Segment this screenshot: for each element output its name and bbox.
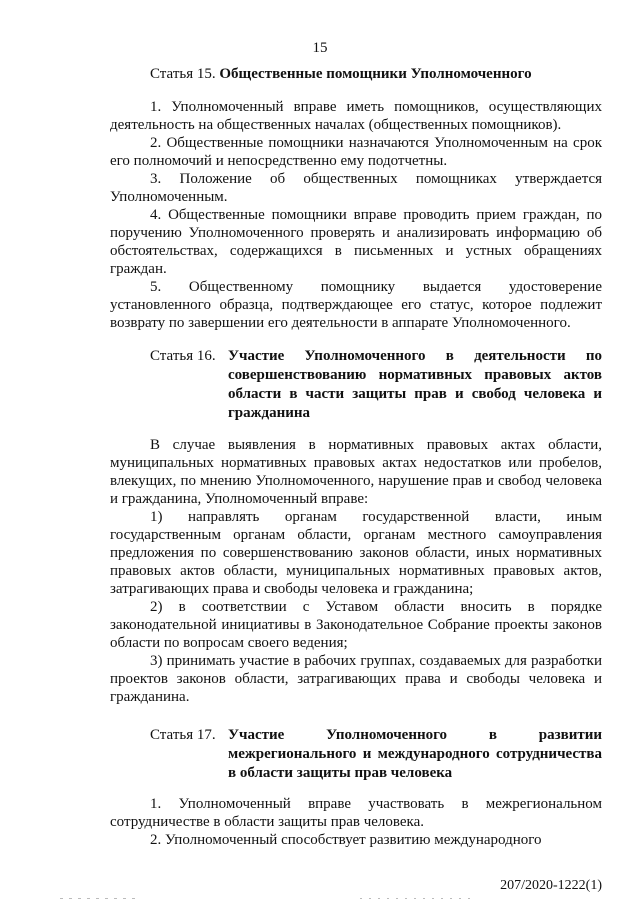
article-16-label: Статья 16. [150, 348, 216, 364]
article-17-title: Участие Уполномоченного в развитии межрегионального и международного сотрудничества в области защиты прав человека [228, 727, 602, 781]
article-15-label: Статья 15. [150, 66, 216, 82]
article-16-body [110, 436, 602, 706]
article-15-paragraph-4: 4. Общественные помощники вправе проводить прием граждан, по поручению Уполномоченного проверять и анализировать информацию об обстоятельствах, содержащихся в письменных и устных обращениях граждан. [110, 207, 602, 277]
article-17-label: Статья 17. [150, 727, 216, 743]
article-15-paragraph-2: 2. Общественные помощники назначаются Уполномоченным на срок его полномочий и непосредственно ему подотчетны. [110, 135, 602, 169]
article-16-paragraph-4: 3) принимать участие в рабочих группах, создаваемых для разработки проектов законов области, затрагивающих права и свободы человека и гражданина. [110, 653, 602, 705]
article-16-paragraph-3: 2) в соответствии с Уставом области вносить в порядке законодательной инициативы в Законодательное Собрание проекты законов области по вопросам своего ведения; [110, 599, 602, 651]
article-15-paragraph-5: 5. Общественному помощнику выдается удостоверение установленного образца, подтверждающее его статус, которое подлежит возврату по завершении его деятельности в аппарате Уполномоченного. [110, 279, 602, 331]
article-15-title: Общественные помощники Уполномоченного [219, 66, 532, 82]
article-15-paragraph-3: 3. Положение об общественных помощниках утверждается Уполномоченным. [110, 171, 602, 205]
article-16-heading [150, 347, 602, 423]
page-number: 15 [312, 40, 328, 56]
article-17-paragraph-2: 2. Уполномоченный способствует развитию международного [150, 832, 542, 848]
article-15-body [110, 98, 602, 332]
document-registration-code: 207/2020-1222(1) [500, 878, 602, 893]
article-15-paragraph-1: 1. Уполномоченный вправе иметь помощников, осуществляющих деятельность на общественных началах (общественных помощников). [110, 99, 602, 133]
scan-edge-marks [0, 897, 640, 900]
article-16-paragraph-2: 1) направлять органам государственной власти, иным государственным органам области, органам местного самоуправления предложения по совершенствованию законов области, иных нормативных правовых актов области, муниципальных нормативных правовых актов, затрагивающих права и свободы человека и гражданина; [110, 509, 602, 597]
article-17-heading [150, 726, 602, 783]
article-16-title: Участие Уполномоченного в деятельности по совершенствованию нормативных правовых актов области в части защиты прав и свобод человека и гражданина [228, 348, 602, 421]
article-17-body [110, 795, 602, 849]
article-17-paragraph-1: 1. Уполномоченный вправе участвовать в межрегиональном сотрудничестве в области защиты прав человека. [110, 796, 602, 830]
article-15-heading [150, 65, 532, 83]
article-16-paragraph-1: В случае выявления в нормативных правовых актах области, муниципальных нормативных правовых актах недостатков или пробелов, влекущих, по мнению Уполномоченного, нарушение прав и свобод человека и гражданина, Уполномоченный вправе: [110, 437, 602, 507]
